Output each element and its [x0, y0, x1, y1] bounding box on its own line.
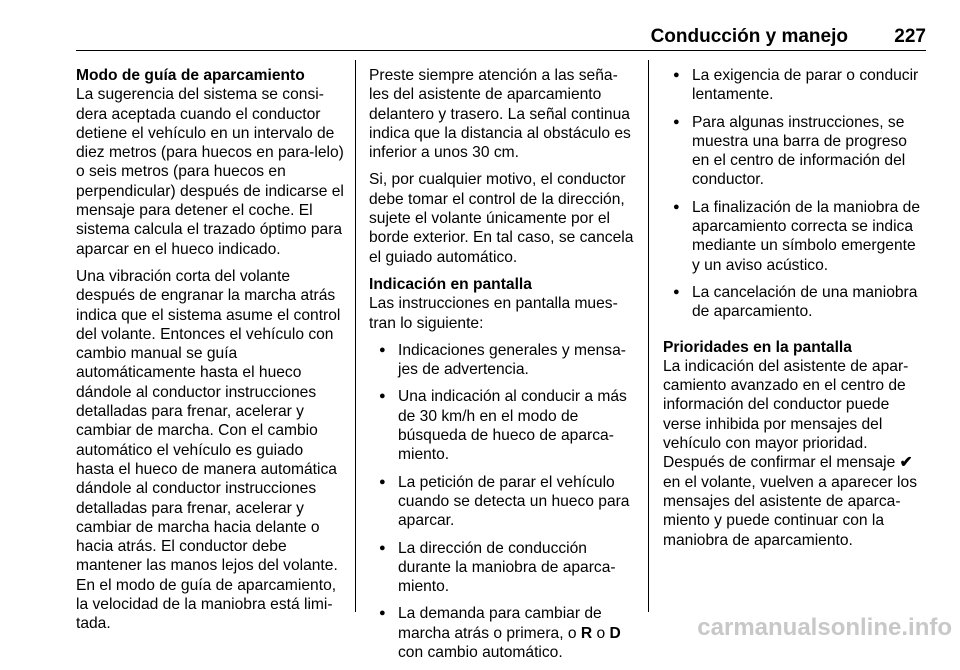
section-title: Conducción y manejo	[650, 26, 848, 47]
bullet-list	[369, 341, 635, 662]
paragraph: La sugerencia del sistema se consi-dera aceptada cuando el conductor detiene el vehículo en un intervalo de diez metros (para huecos en para-lelo) o seis metros (para huecos en perpendicular) después de indicarse el mensaje para detener el coche. El sistema calcula el trazado óptimo para aparcar en el hueco indicado.	[76, 86, 344, 258]
list-item: ● La dirección de conducción durante la maniobra de aparca-miento.	[369, 539, 635, 597]
page-number: 227	[894, 26, 926, 47]
page-header	[76, 24, 926, 51]
bullet-list	[663, 66, 927, 322]
watermark: carmanualsonline.info	[697, 614, 952, 641]
list-item: ● La petición de parar el vehículo cuando se detecta un hueco para aparcar.	[369, 473, 635, 531]
list-item	[369, 604, 635, 662]
paragraph-text: Después de confirmar el mensaje	[663, 454, 900, 472]
paragraph: Las instrucciones en pantalla mues-tran lo siguiente:	[369, 295, 618, 332]
list-item: ● Una indicación al conducir a más de 30 km/h en el modo de búsqueda de hueco de aparca-miento.	[369, 387, 635, 464]
list-item-text: con cambio automático.	[398, 644, 563, 662]
column-divider-2	[648, 60, 649, 612]
list-item-text: o	[592, 624, 610, 642]
column-divider-1	[355, 60, 356, 612]
paragraph	[663, 453, 927, 549]
paragraph: Una vibración corta del volante después de engranar la marcha atrás indica que el sistema asume el control del volante. Entonces el vehículo con cambio manual se guía automáticamente hasta el hueco dándole al conductor instrucciones detalladas para frenar, acelerar y cambiar de marcha. Con el cambio automático el vehículo es guiado hasta el hueco de manera automática dándole al conductor instrucciones detalladas para frenar, acelerar y cambiar de marcha hacia delante o hacia atrás. El conductor debe mantener las manos lejos del volante. En el modo de guía de aparcamiento, la velocidad de la maniobra está limi-tada.	[76, 267, 341, 633]
list-item: ● La cancelación de una maniobra de aparcamiento.	[663, 283, 927, 322]
list-item-text: La demanda para cambiar de marcha atrás o primera, o	[398, 605, 602, 642]
column-3	[663, 66, 927, 550]
gear-r-symbol: R	[580, 624, 593, 642]
paragraph: Preste siempre atención a las seña-les del asistente de aparcamiento delantero y trasero. La señal continua indica que la distancia al obstáculo es inferior a unos 30 cm.	[369, 67, 631, 162]
column-1	[76, 66, 344, 642]
heading-modo-guia: Modo de guía de aparcamiento	[76, 67, 305, 84]
list-item: ● La exigencia de parar o conducir lentamente.	[663, 66, 927, 105]
paragraph: Si, por cualquier motivo, el conductor debe tomar el control de la dirección, sujete el volante únicamente por el borde exterior. En tal caso, se cancela el guiado automático.	[369, 171, 634, 266]
list-item: ● Para algunas instrucciones, se muestra una barra de progreso en el centro de información del conductor.	[663, 113, 927, 190]
heading-indicacion-pantalla: Indicación en pantalla	[369, 275, 532, 293]
column-2	[369, 66, 635, 670]
heading-prioridades: Prioridades en la pantalla	[663, 338, 852, 356]
paragraph: La indicación del asistente de apar-camiento avanzado en el centro de información del conductor puede verse inhibida por mensajes del vehículo con mayor prioridad.	[663, 357, 909, 453]
list-item: ● Indicaciones generales y mensa-jes de advertencia.	[369, 341, 635, 380]
check-icon: ✔	[899, 454, 913, 472]
paragraph-text: en el volante, vuelven a aparecer los mensajes del asistente de aparca-miento y puede continuar con la maniobra de aparcamiento.	[663, 473, 917, 549]
list-item: ● La finalización de la maniobra de aparcamiento correcta se indica mediante un símbolo emergente y un aviso acústico.	[663, 198, 927, 275]
gear-d-symbol: D	[609, 624, 621, 642]
